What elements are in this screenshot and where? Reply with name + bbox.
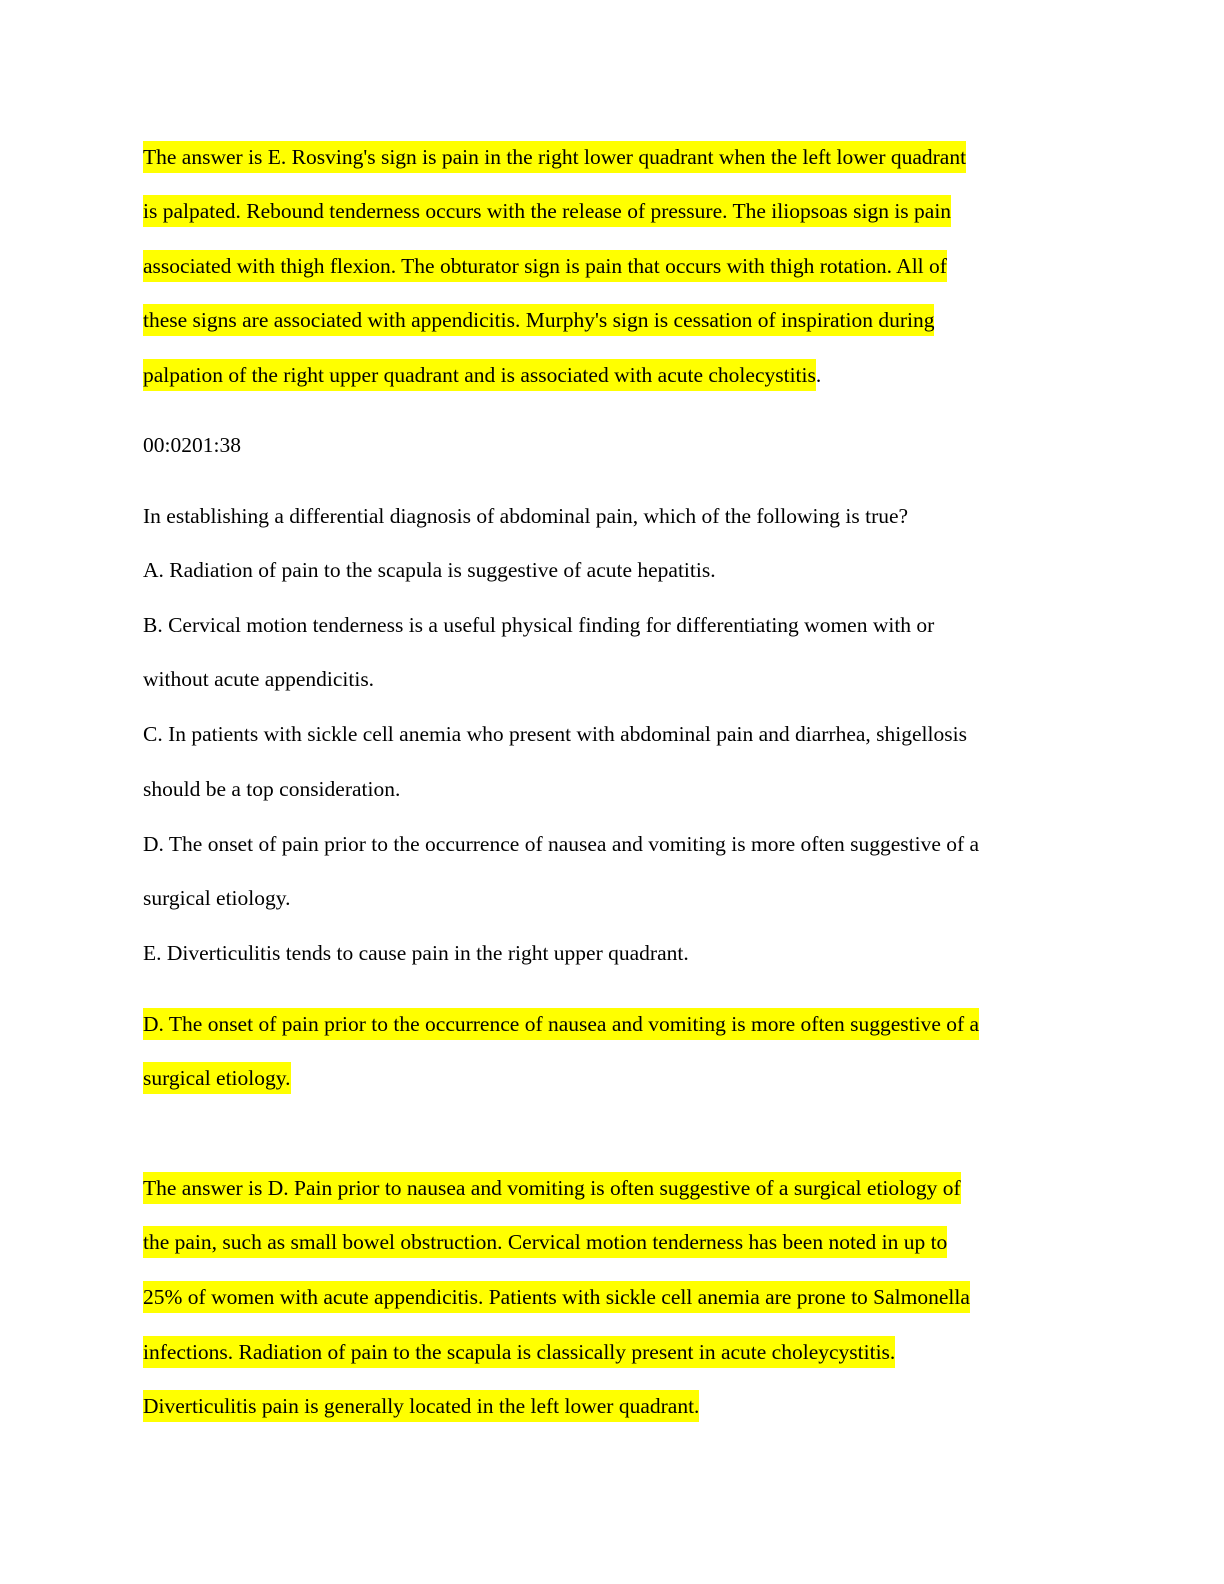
question-stem: In establishing a differential diagnosis of abdominal pain, which of the following is true? [143, 504, 909, 528]
timestamp: 00:0201:38 [143, 433, 241, 457]
option-a: A. Radiation of pain to the scapula is suggestive of acute hepatitis. [143, 558, 716, 582]
option-e: E. Diverticulitis tends to cause pain in the right upper quadrant. [143, 941, 689, 965]
explanation-2-line-3: 25% of women with acute appendicitis. Patients with sickle cell anemia are prone to Salmonella [143, 1281, 970, 1313]
explanation-2-line-2: the pain, such as small bowel obstruction. Cervical motion tenderness has been noted in up to [143, 1226, 947, 1258]
explanation-1-line-4: these signs are associated with appendicitis. Murphy's sign is cessation of inspiration during [143, 304, 934, 336]
option-d-line-2: surgical etiology. [143, 886, 291, 910]
explanation-2-line-5: Diverticulitis pain is generally located in the left lower quadrant. [143, 1390, 699, 1422]
option-c-line-2: should be a top consideration. [143, 777, 401, 801]
explanation-1-line-5: palpation of the right upper quadrant and is associated with acute cholecystitis. [143, 359, 821, 391]
selected-answer-line-2: surgical etiology. [143, 1062, 291, 1094]
option-b-line-2: without acute appendicitis. [143, 667, 375, 691]
explanation-2-line-1: The answer is D. Pain prior to nausea and vomiting is often suggestive of a surgical etiology of [143, 1172, 961, 1204]
explanation-1-line-2: is palpated. Rebound tenderness occurs with the release of pressure. The iliopsoas sign is pain [143, 195, 951, 227]
option-b-line-1: B. Cervical motion tenderness is a useful physical finding for differentiating women with or [143, 613, 935, 637]
option-d-line-1: D. The onset of pain prior to the occurrence of nausea and vomiting is more often suggestive of a [143, 832, 980, 856]
option-c-line-1: C. In patients with sickle cell anemia who present with abdominal pain and diarrhea, shigellosis [143, 722, 967, 746]
selected-answer-line-1: D. The onset of pain prior to the occurrence of nausea and vomiting is more often suggestive of a [143, 1008, 979, 1040]
explanation-1-line-1: The answer is E. Rosving's sign is pain in the right lower quadrant when the left lower quadrant [143, 141, 966, 173]
explanation-2-line-4: infections. Radiation of pain to the scapula is classically present in acute choleycystitis. [143, 1336, 895, 1368]
explanation-1-line-3: associated with thigh flexion. The obturator sign is pain that occurs with thigh rotation. All of [143, 250, 947, 282]
explanation-1-period: . [815, 363, 822, 387]
